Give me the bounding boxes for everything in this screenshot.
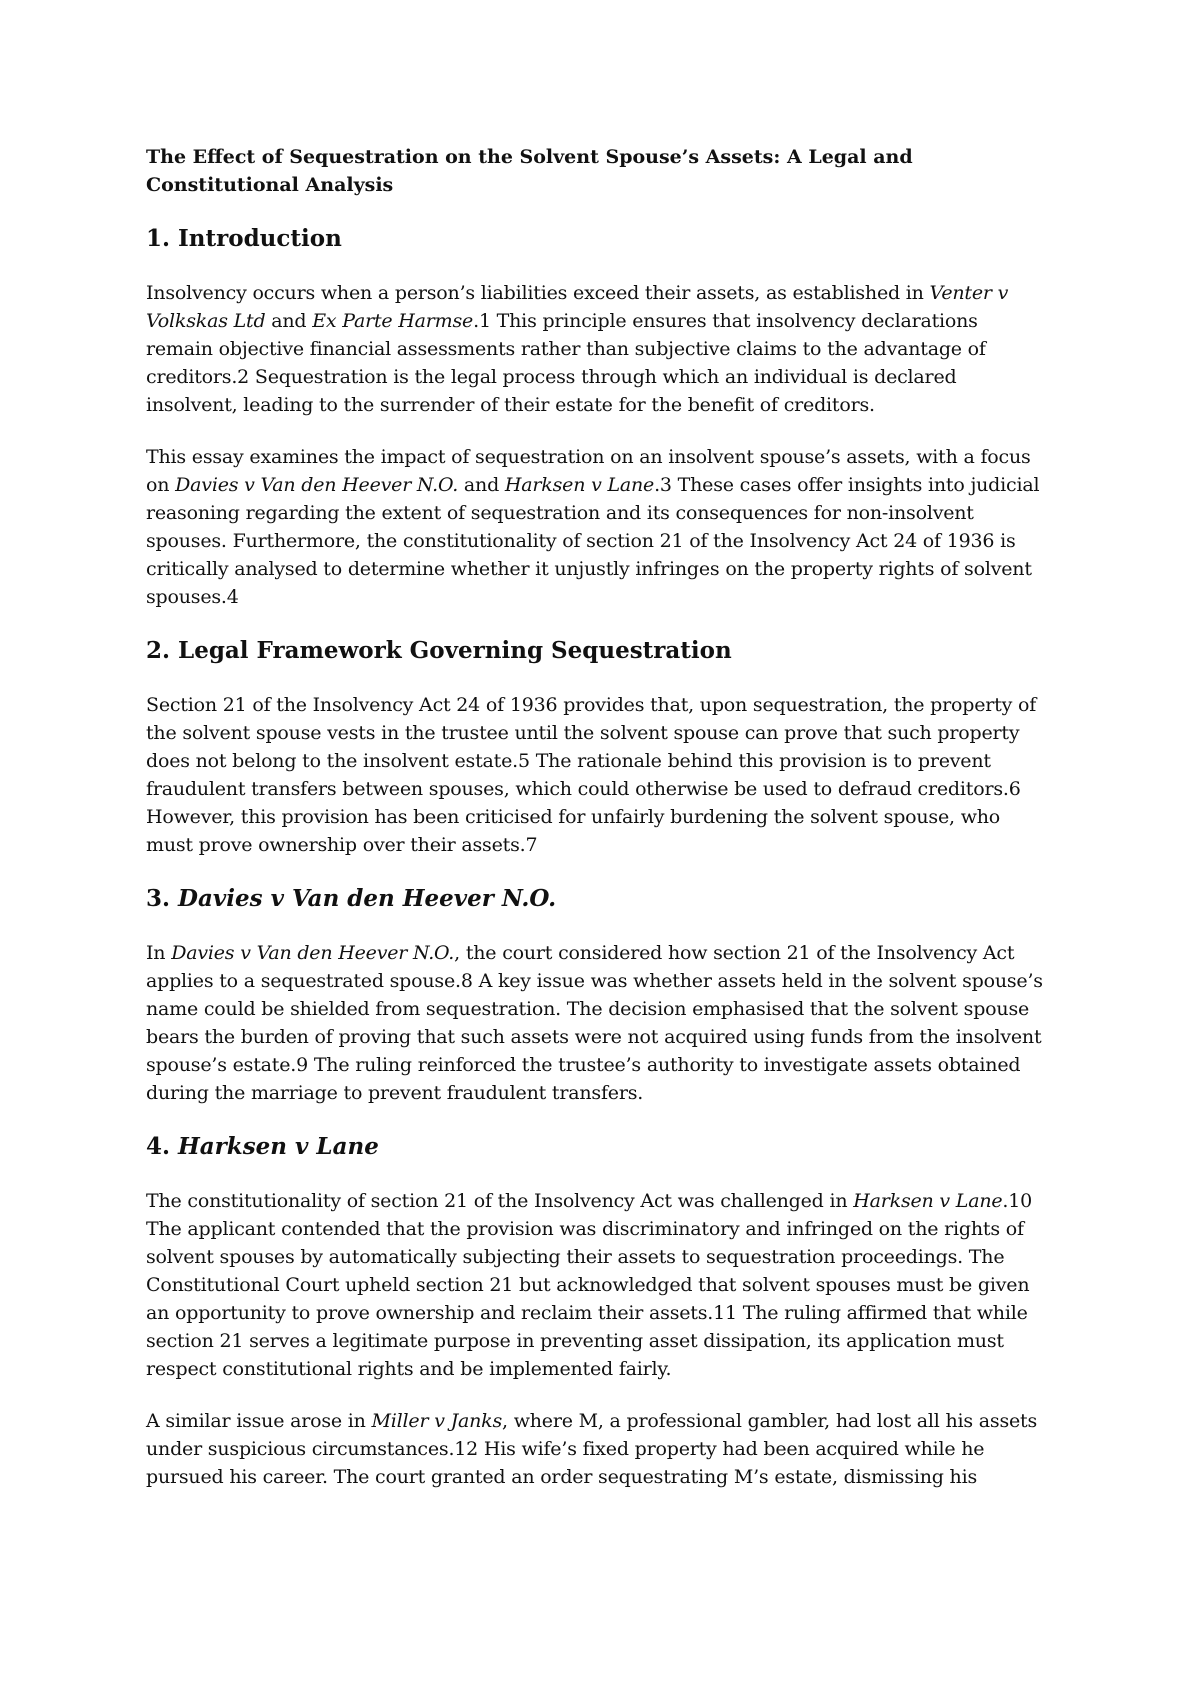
italic-case-name: Harksen v Lane — [178, 1133, 379, 1160]
text-run: The constitutionality of section 21 of the Insolvency Act was challenged in — [146, 1190, 854, 1212]
body-paragraph — [146, 1187, 1050, 1383]
document-title: The Effect of Sequestration on the Solvent Spouse’s Assets: A Legal and Constitutional Analysis — [146, 146, 913, 196]
section-heading — [146, 635, 1050, 667]
text-run: 1. Introduction — [146, 225, 342, 252]
text-run: 4. — [146, 1133, 179, 1160]
text-run: .10 The applicant contended that the provision was discriminatory and infringed on the rights of solvent spouses by automatically subjecting their assets to sequestration proceedings. The Constitutional Court upheld section 21 but acknowledged that solvent spouses must be given an opportunity to prove ownership and reclaim their assets.11 The ruling affirmed that while section 21 serves a legitimate purpose in preventing asset dissipation, its application must respect constitutional rights and be implemented fairly. — [146, 1190, 1033, 1380]
section-heading — [146, 883, 1050, 915]
body-paragraph — [146, 279, 1050, 419]
document-body — [146, 223, 1050, 1491]
text-run: , where M, a professional gambler, had lost all his assets under suspicious circumstances.12 His wife’s fixed property had been acquired while he pursued his career. The court granted an order sequestrating M’s estate, dismissing his — [146, 1410, 1038, 1488]
text-run: In — [146, 942, 172, 964]
italic-case-name: Harksen v Lane — [853, 1190, 1003, 1212]
section-3 — [146, 883, 1050, 1107]
body-paragraph — [146, 939, 1050, 1107]
text-run: , the court considered how section 21 of the Insolvency Act applies to a sequestrated spouse.8 A key issue was whether assets held in the solvent spouse’s name could be shielded from sequestration. The decision emphasised that the solvent spouse bears the burden of proving that such assets were not acquired using funds from the insolvent spouse’s estate.9 The ruling reinforced the trustee’s authority to investigate assets obtained during the marriage to prevent fraudulent transfers. — [146, 942, 1043, 1104]
text-run: 2. Legal Framework Governing Sequestration — [146, 637, 732, 664]
text-run: 3. — [146, 885, 179, 912]
italic-case-name: Davies v Van den Heever N.O. — [178, 885, 557, 912]
text-run: .3 These cases offer insights into judicial reasoning regarding the extent of sequestration and its consequences for non-insolvent spouses. Furthermore, the constitutionality of section 21 of the Insolvency Act 24 of 1936 is critically analysed to determine whether it unjustly infringes on the property rights of solvent spouses.4 — [146, 474, 1040, 608]
section-heading — [146, 223, 1050, 255]
section-4 — [146, 1131, 1050, 1491]
text-run: A similar issue arose in — [146, 1410, 372, 1432]
section-1 — [146, 223, 1050, 611]
italic-case-name: Davies v Van den Heever N.O. — [171, 942, 455, 964]
italic-case-name: Harksen v Lane — [504, 474, 655, 496]
body-paragraph — [146, 1407, 1050, 1491]
italic-case-name: Davies v Van den Heever N.O. — [175, 474, 459, 496]
text-run: This essay examines the impact of sequestration on an insolvent spouse’s assets, with a focus on — [146, 446, 1031, 496]
text-run: and — [458, 474, 505, 496]
text-run: and — [265, 310, 313, 332]
italic-case-name: Venter v Volkskas Ltd — [146, 282, 1009, 332]
italic-case-name: Ex Parte Harmse — [312, 310, 474, 332]
body-paragraph — [146, 691, 1050, 859]
section-heading — [146, 1131, 1050, 1163]
body-paragraph — [146, 443, 1050, 611]
text-run: Section 21 of the Insolvency Act 24 of 1936 provides that, upon sequestration, the property of the solvent spouse vests in the trustee until the solvent spouse can prove that such property does not belong to the insolvent estate.5 The rationale behind this provision is to prevent fraudulent transfers between spouses, which could otherwise be used to defraud creditors.6 However, this provision has been criticised for unfairly burdening the solvent spouse, who must prove ownership over their assets.7 — [146, 694, 1037, 856]
section-2 — [146, 635, 1050, 859]
italic-case-name: Miller v Janks — [371, 1410, 503, 1432]
text-run: .1 This principle ensures that insolvency declarations remain objective financial assessments rather than subjective claims to the advantage of creditors.2 Sequestration is the legal process through which an individual is declared insolvent, leading to the surrender of their estate for the benefit of creditors. — [146, 310, 986, 416]
text-run: Insolvency occurs when a person’s liabilities exceed their assets, as established in — [146, 282, 930, 304]
